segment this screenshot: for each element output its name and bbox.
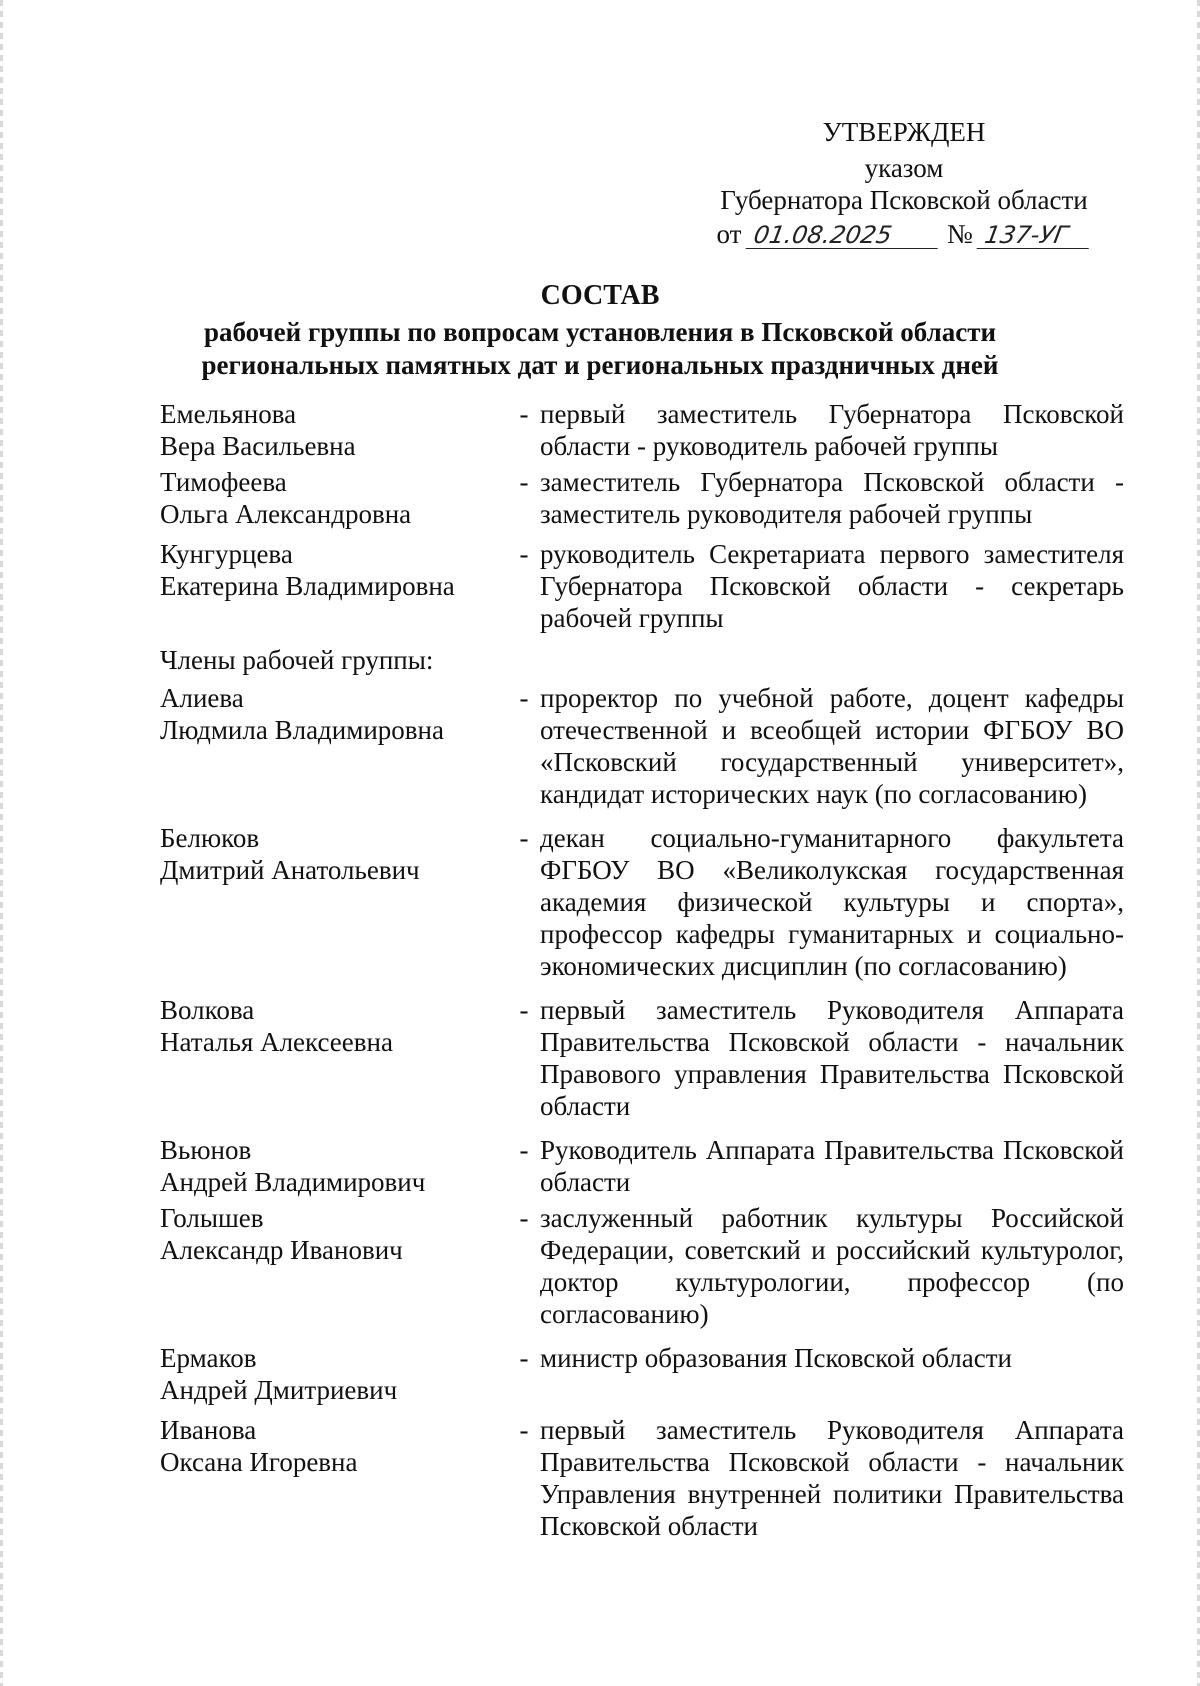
member-position: первый заместитель Руководителя Аппарата Правительства Псковской области - начальник Управления внутренней политики Правительства Псковской области [540,1415,1124,1541]
member-name [160,1202,508,1266]
separator-dash: - [519,1135,529,1165]
scan-edge-left [0,0,3,1686]
handwritten-number: 137-УГ [977,222,1094,249]
member-surname: Алиева [160,683,244,713]
member-surname: Волкова [160,995,255,1025]
member-name [160,538,508,602]
member-row [160,994,1124,1122]
approval-stamp-block [700,112,1108,251]
separator-dash: - [519,467,529,497]
separator-dash: - [519,1203,529,1233]
member-name [160,1342,508,1406]
document-title: СОСТАВ [540,280,660,311]
member-surname: Голышев [160,1203,264,1233]
member-name [160,466,508,530]
member-row [160,398,1124,462]
separator-dash: - [519,823,529,853]
member-row [160,538,1124,634]
member-row [160,1202,1124,1330]
member-given-name: Александр Иванович [160,1235,403,1265]
approval-authority: Губернатора Псковской области [720,185,1088,215]
member-position: руководитель Секретариата первого заместителя Губернатора Псковской области - секретарь рабочей группы [540,539,1124,633]
member-given-name: Андрей Владимирович [160,1167,426,1197]
member-row [160,822,1124,982]
separator-dash: - [519,399,529,429]
member-row [160,1134,1124,1198]
member-given-name: Вера Васильевна [160,431,356,461]
approval-date-line [700,217,1108,251]
member-name [160,398,508,462]
group-composition [160,398,1124,1542]
member-name [160,822,508,886]
member-surname: Кунгурцева [160,539,293,569]
member-row [160,466,1124,530]
member-name [160,682,508,746]
separator-dash: - [519,1415,529,1445]
member-position: первый заместитель Губернатора Псковской области - руководитель рабочей группы [540,399,1124,461]
approval-by: указом [864,153,944,183]
member-given-name: Людмила Владимировна [160,715,444,745]
member-surname: Тимофеева [160,467,287,497]
member-surname: Емельянова [160,399,297,429]
member-given-name: Дмитрий Анатольевич [160,855,420,885]
member-position: министр образования Псковской области [540,1343,1012,1373]
number-prefix: № [946,219,973,249]
members-section-label: Члены рабочей группы: [160,645,434,675]
member-position: проректор по учебной работе, доцент кафедры отечественной и всеобщей истории ФГБОУ ВО «Псковский государственный университет», кандидат исторических наук (по согласованию) [540,683,1124,809]
member-position: декан социально-гуманитарного факультета ФГБОУ ВО «Великолукская государственная академия физической культуры и спорта», профессор кафедры гуманитарных и социально-экономических дисциплин (по согласованию) [540,823,1124,981]
document-subtitle-line2: региональных памятных дат и региональных праздничных дней [201,350,999,380]
member-given-name: Ольга Александровна [160,499,412,529]
member-position: заслуженный работник культуры Российской Федерации, советский и российский культуролог, доктор культурологии, профессор (по согласованию) [540,1203,1124,1329]
member-name [160,1134,508,1198]
member-row [160,1414,1124,1542]
member-given-name: Наталья Алексеевна [160,1027,393,1057]
date-prefix: от [716,219,742,249]
member-given-name: Андрей Дмитриевич [160,1375,398,1405]
member-position: Руководитель Аппарата Правительства Псковской области [540,1135,1124,1197]
approval-heading: УТВЕРЖДЕН [822,117,986,147]
separator-dash: - [519,683,529,713]
document-subtitle-line1: рабочей группы по вопросам установления в Псковской области [203,317,997,347]
separator-dash: - [519,539,529,569]
member-row [160,682,1124,810]
member-name [160,1414,508,1478]
member-surname: Иванова [160,1415,257,1445]
member-position: заместитель Губернатора Псковской области - заместитель руководителя рабочей группы [540,467,1124,529]
handwritten-date: 01.08.2025 [746,222,943,249]
member-surname: Вьюнов [160,1135,252,1165]
separator-dash: - [519,995,529,1025]
member-name [160,994,508,1058]
member-surname: Белюков [160,823,260,853]
member-position: первый заместитель Руководителя Аппарата Правительства Псковской области - начальник Правового управления Правительства Псковской области [540,995,1124,1121]
member-given-name: Екатерина Владимировна [160,571,455,601]
member-surname: Ермаков [160,1343,257,1373]
separator-dash: - [519,1343,529,1373]
member-given-name: Оксана Игоревна [160,1447,358,1477]
member-row [160,1342,1124,1406]
